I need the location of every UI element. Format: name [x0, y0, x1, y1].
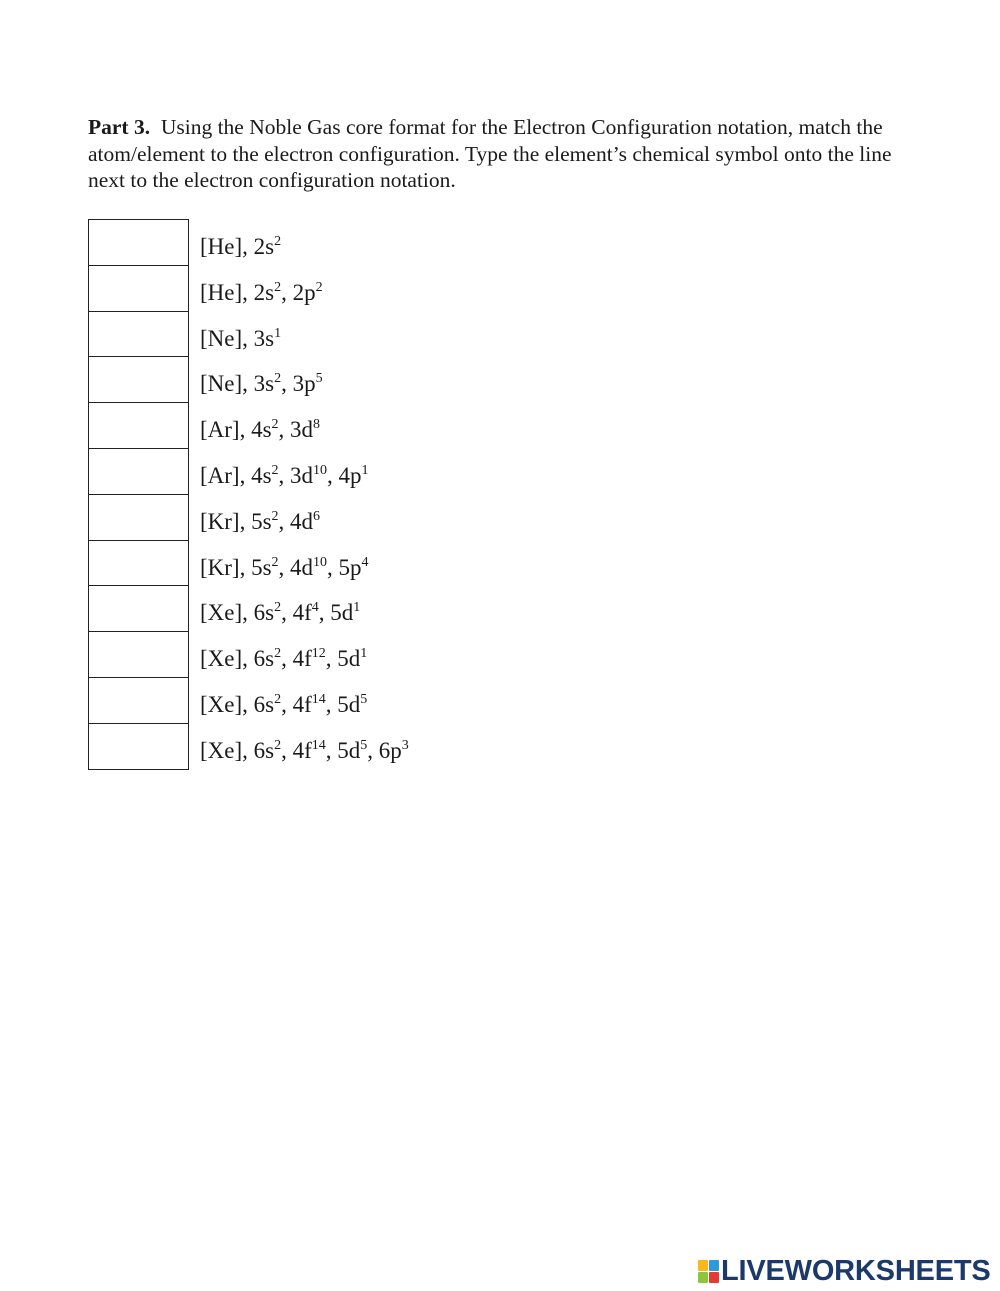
- electron-count: 2: [274, 371, 282, 387]
- electron-configuration: [He], $2s^2$, $2p^2$: [200, 279, 323, 305]
- orbital: 5d: [337, 691, 361, 717]
- electron-count: 8: [313, 417, 321, 433]
- element-symbol-input[interactable]: [88, 631, 189, 677]
- element-symbol-input[interactable]: [88, 356, 189, 402]
- electron-configuration: [Xe], $6s^2$, $4f^{12}$, $5d^1$: [200, 646, 368, 672]
- electron-count: 10: [313, 462, 328, 478]
- electron-configuration: [Ar], $4s^2$, $3d^{10}$, $4p^1$: [200, 462, 369, 488]
- noble-gas-core: [Kr]: [200, 554, 240, 580]
- orbital: 3p: [292, 371, 316, 397]
- orbital: 2s: [253, 279, 275, 305]
- electron-configuration: [He], $2s^2$: [200, 234, 282, 259]
- electron-count: 4: [361, 554, 369, 570]
- orbital: 6s: [253, 600, 275, 626]
- element-symbol-input[interactable]: [88, 219, 189, 265]
- noble-gas-core: [He]: [200, 234, 243, 259]
- electron-configuration: [Xe], $6s^2$, $4f^4$, $5d^1$: [200, 600, 361, 626]
- electron-count: 1: [361, 462, 369, 478]
- orbital: 2s: [253, 234, 275, 259]
- orbital: 6p: [378, 737, 402, 763]
- orbital: 6s: [253, 646, 275, 672]
- noble-gas-core: [He]: [200, 279, 243, 305]
- orbital: 4f: [292, 691, 312, 717]
- element-symbol-input[interactable]: [88, 494, 189, 540]
- noble-gas-core: [Ar]: [200, 462, 240, 488]
- orbital: 6s: [253, 737, 275, 763]
- logo-text: LIVEWORKSHEETS: [721, 1254, 991, 1287]
- noble-gas-core: [Xe]: [200, 646, 243, 672]
- electron-count: 2: [271, 508, 279, 524]
- orbital: 4f: [292, 600, 312, 626]
- element-symbol-input[interactable]: [88, 265, 189, 311]
- orbital: 5s: [251, 508, 272, 534]
- element-symbol-input[interactable]: [88, 677, 189, 723]
- orbital: 5d: [330, 600, 354, 626]
- electron-count: 14: [311, 691, 326, 707]
- element-symbol-input[interactable]: [88, 540, 189, 586]
- orbital: 4d: [290, 554, 314, 580]
- element-symbol-input[interactable]: [88, 448, 189, 494]
- orbital: 3d: [290, 462, 314, 488]
- electron-count: 6: [313, 508, 321, 524]
- noble-gas-core: [Ar]: [200, 417, 240, 443]
- electron-count: 5: [360, 691, 368, 707]
- orbital: 5d: [337, 646, 361, 672]
- instructions: [88, 114, 918, 194]
- electron-count: 2: [274, 279, 282, 295]
- electron-configuration: [Ne], $3s^1$: [200, 325, 282, 351]
- electron-configuration: [Xe], $6s^2$, $4f^{14}$, $5d^5$: [200, 691, 368, 717]
- orbital: 4s: [251, 417, 272, 443]
- noble-gas-core: [Xe]: [200, 737, 243, 763]
- electron-count: 2: [274, 234, 282, 249]
- electron-count: 14: [311, 737, 326, 753]
- orbital: 3s: [253, 325, 275, 351]
- logo-mark-icon: [698, 1260, 719, 1283]
- electron-count: 1: [360, 646, 368, 662]
- electron-configuration: [Ne], $3s^2$, $3p^5$: [200, 371, 323, 397]
- orbital: 4s: [251, 462, 272, 488]
- element-symbol-input[interactable]: [88, 311, 189, 357]
- electron-count: 3: [401, 737, 409, 753]
- electron-count: 1: [353, 600, 361, 616]
- electron-count: 10: [313, 554, 328, 570]
- electron-count: 5: [360, 737, 368, 753]
- electron-count: 2: [315, 279, 323, 295]
- electron-configuration: [Xe], $6s^2$, $4f^{14}$, $5d^5$, $6p^3$: [200, 737, 409, 763]
- orbital: 4d: [290, 508, 314, 534]
- electron-count: 2: [274, 691, 282, 707]
- electron-configuration: [Kr], $5s^2$, $4d^6$: [200, 508, 321, 534]
- orbital: 5p: [338, 554, 362, 580]
- orbital: 4f: [292, 737, 312, 763]
- orbital: 3d: [290, 417, 314, 443]
- electron-configuration: [Ar], $4s^2$, $3d^8$: [200, 417, 321, 443]
- noble-gas-core: [Xe]: [200, 600, 243, 626]
- noble-gas-core: [Xe]: [200, 691, 243, 717]
- orbital: 6s: [253, 691, 275, 717]
- electron-count: 4: [311, 600, 319, 616]
- noble-gas-core: [Kr]: [200, 508, 240, 534]
- electron-count: 2: [271, 554, 279, 570]
- electron-count: 2: [271, 462, 279, 478]
- noble-gas-core: [Ne]: [200, 325, 243, 351]
- electron-count: 1: [274, 325, 282, 341]
- electron-count: 2: [274, 600, 282, 616]
- element-symbol-input[interactable]: [88, 723, 189, 770]
- orbital: 4f: [292, 646, 312, 672]
- noble-gas-core: [Ne]: [200, 371, 243, 397]
- electron-count: 2: [271, 417, 279, 433]
- orbital: 5s: [251, 554, 272, 580]
- electron-configuration: [Kr], $5s^2$, $4d^{10}$, $5p^4$: [200, 554, 369, 580]
- part-label: Part 3.: [88, 115, 151, 139]
- orbital: 5d: [337, 737, 361, 763]
- electron-count: 5: [315, 371, 323, 387]
- element-symbol-input[interactable]: [88, 585, 189, 631]
- electron-count: 12: [311, 646, 326, 662]
- orbital: 3s: [253, 371, 275, 397]
- orbital: 2p: [292, 279, 316, 305]
- electron-count: 2: [274, 646, 282, 662]
- instructions-text: Using the Noble Gas core format for the Electron Configuration notation, match the atom/element to the electron configuration. Type the element’s chemical symbol onto the line next to the electron configuration notation.: [88, 115, 892, 192]
- orbital: 4p: [338, 462, 362, 488]
- electron-count: 2: [274, 737, 282, 753]
- element-symbol-input[interactable]: [88, 402, 189, 448]
- liveworksheets-logo: [698, 1256, 991, 1286]
